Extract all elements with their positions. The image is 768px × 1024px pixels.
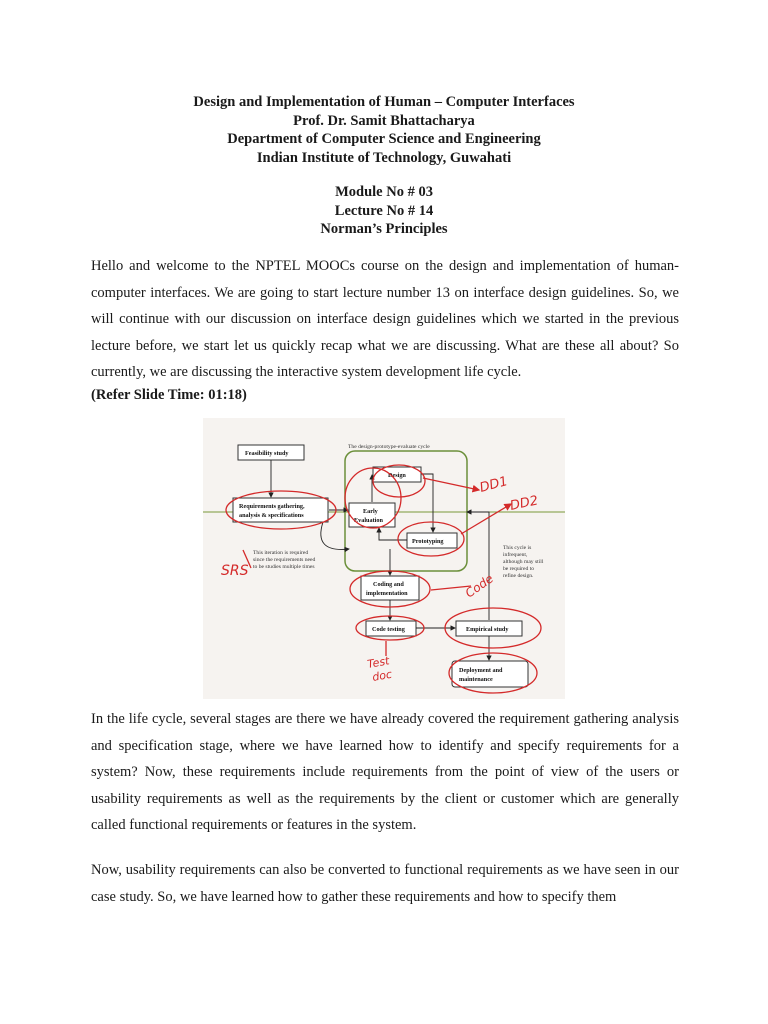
cycle-note-3: although may still	[503, 559, 544, 565]
iteration-note-1: This iteration is required	[253, 550, 309, 556]
handwritten-srs: SRS	[221, 563, 249, 579]
cycle-note-5: refine design.	[503, 573, 534, 579]
cycle-title: The design-prototype-evaluate cycle	[348, 444, 430, 450]
cycle-note-4: be required to	[503, 566, 535, 572]
code-testing-label: Code testing	[372, 626, 405, 633]
design-label: Design	[388, 472, 406, 479]
deployment-label-2: maintenance	[459, 676, 493, 683]
document-header	[0, 93, 768, 167]
requirements-label-1: Requirements gathering,	[239, 503, 305, 510]
iteration-note-2: since the requirements need	[253, 557, 316, 563]
coding-label-1: Coding and	[373, 581, 404, 588]
lifecycle-slide-figure	[203, 418, 565, 699]
lifecycle-paragraph: In the life cycle, several stages are there we have already covered the requirement gathering analysis and specification stage, where we have learned how to identify and specify requirements for a system? Now, these requirements include requirements from the point of view of the users or usability requirements as well as the requirements by the client or customer which are generally called functional requirements or features in the system.	[91, 711, 679, 834]
handwritten-code: Code	[462, 571, 496, 601]
feasibility-label: Feasibility study	[245, 450, 289, 457]
lifecycle-diagram	[203, 418, 565, 699]
handwritten-dd2: DD2	[508, 493, 540, 514]
early-label-2: Evaluation	[354, 517, 383, 524]
refer-slide-time: (Refer Slide Time: 01:18)	[91, 387, 247, 403]
usability-paragraph: Now, usability requirements can also be converted to functional requirements as we have seen in our case study. So, we have learned how to gather these requirements and how to specify them	[91, 862, 679, 905]
course-title: Design and Implementation of Human – Computer Interfaces	[193, 94, 575, 110]
department-name: Department of Computer Science and Engineering	[227, 131, 541, 147]
cycle-note-1: This cycle is	[503, 545, 532, 551]
early-label-1: Early	[363, 508, 378, 515]
requirements-label-2: analysis & specifications	[239, 512, 304, 519]
deployment-label-1: Deployment and	[459, 667, 503, 674]
coding-label-2: implementation	[366, 590, 408, 597]
module-number: Module No # 03	[335, 184, 433, 200]
handwritten-test: Test	[366, 654, 391, 671]
cycle-note-2: infrequent,	[503, 552, 528, 558]
lecture-number: Lecture No # 14	[334, 202, 434, 219]
deployment-box	[452, 661, 528, 687]
arrow-design-prototyping	[421, 474, 433, 532]
red-arrow-dd2	[461, 504, 511, 534]
empirical-study-label: Empirical study	[466, 626, 509, 633]
iteration-note-3: to be studies multiple times	[253, 564, 315, 570]
handwritten-dd1: DD1	[478, 474, 510, 496]
lecture-topic: Norman’s Principles	[320, 221, 448, 237]
institute-name: Indian Institute of Technology, Guwahati	[256, 149, 512, 166]
handwritten-doc: doc	[371, 667, 393, 684]
professor-name: Prof. Dr. Samit Bhattacharya	[293, 112, 475, 129]
lecture-info	[0, 183, 768, 239]
prototyping-label: Prototyping	[412, 538, 444, 545]
intro-paragraph: Hello and welcome to the NPTEL MOOCs course on the design and implementation of human-computer interfaces. We are going to start lecture number 13 on interface design guidelines. So, we will continue with our discussion on interface design guidelines which we started in the previous lecture before, we start let us quickly recap what we are discussing. What are these all about? So currently, we are discussing the interactive system development life cycle.	[91, 258, 679, 381]
red-arrow-dd1	[423, 478, 479, 490]
